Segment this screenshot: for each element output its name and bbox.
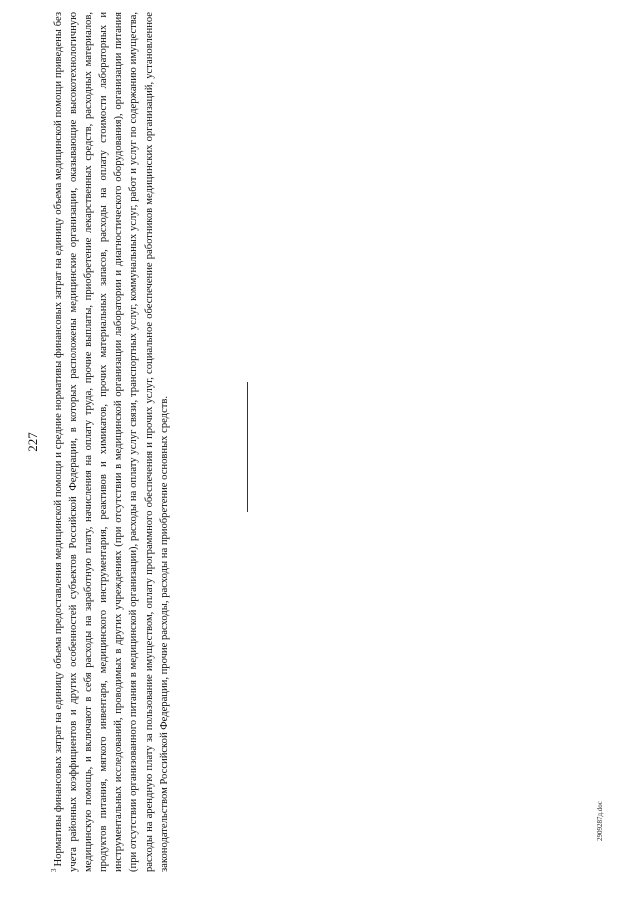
- footnote: [51, 12, 172, 872]
- footnote-text: Нормативы финансовых затрат на единицу объема предоставления медицинской помощи и средние нормативы финансовых затрат на единицу объема медицинской помощи приведены без учета районных коэффициентов и других особенностей субъектов Российской Федерации, в которых расположены медицинские организации, оказывающие высокотехнологичную медицинскую помощь, и включают в себя расходы на заработную плату, начисления на оплату труда, прочие выплаты, приобретение лекарственных средств, расходных материалов, продуктов питания, мягкого инвентаря, медицинского инструментария, реактивов и химикатов, прочих материальных запасов, расходы на оплату стоимости лабораторных и инструментальных исследований, проводимых в других учреждениях (при отсутствии в медицинской организации лаборатории и диагностического оборудования), организации питания (при отсутствии организованного питания в медицинской организации), расходы на оплату услуг связи, транспортных услуг, коммунальных услуг, работ и услуг по содержанию имущества, расходы на арендную плату за пользование имуществом, оплату программного обеспечения и прочих услуг, социальное обеспечение работников медицинских организаций, установленное законодательством Российской Федерации, прочие расходы, расходы на приобретение основных средств.: [53, 12, 170, 872]
- document-id: 2909287д.doc: [596, 801, 604, 841]
- footnote-marker: 3: [50, 868, 59, 872]
- page-number: 227: [25, 432, 40, 452]
- rotated-content: [25, 12, 205, 872]
- end-rule: [247, 382, 248, 512]
